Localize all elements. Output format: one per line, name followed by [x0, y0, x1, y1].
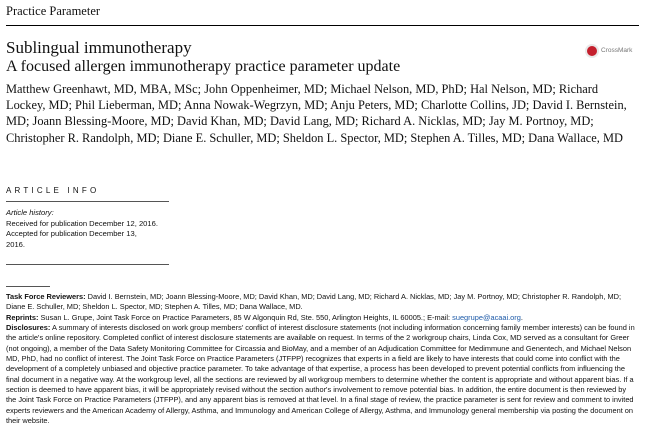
reprints-label: Reprints: [6, 312, 39, 322]
crossmark-badge[interactable] [585, 43, 637, 61]
reviewers-note [6, 292, 636, 313]
reviewers-label: Task Force Reviewers: [6, 292, 86, 301]
footnote-rule [6, 286, 50, 287]
reviewers-text: David I. Bernstein, MD; Joann Blessing-Moore, MD; David Khan, MD; David Lang, MD; Richard A. Nicklas, MD; Jay M. Portnoy, MD; Christopher R. Randolph, MD; Diane E. Schuller, MD; Sheldon L. Spector, MD; Stephen A. Tilles, MD; Dana Wallace, MD. [6, 292, 622, 312]
disclosures-note [6, 323, 636, 426]
accepted-date-line2: 2016. [6, 239, 26, 249]
reprints-email-link[interactable]: suegrupe@acaai.org [452, 312, 521, 322]
article-title: Sublingual immunotherapy [6, 38, 192, 57]
crossmark-icon [585, 44, 599, 58]
footnotes [6, 292, 636, 426]
article-info-rule-top [6, 201, 169, 202]
crossmark-label: CrossMark [601, 47, 633, 54]
accepted-date-line1: Accepted for publication December 13, [6, 229, 137, 238]
article-subtitle: A focused allergen immunotherapy practice parameter update [6, 58, 401, 75]
disclosures-label: Disclosures: [6, 323, 51, 333]
article-history [6, 208, 176, 250]
article-info-rule-bottom [6, 264, 169, 265]
author-list: Matthew Greenhawt, MD, MBA, MSc; John Oppenheimer, MD; Michael Nelson, MD, PhD; Hal Nelson, MD; Richard Lockey, MD; Phil Lieberman, MD; Anna Nowak-Wegrzyn, MD; Anju Peters, MD; Charlotte Collins, JD; David I. Bernstein, MD; Joann Blessing-Moore, MD; David Khan, MD; David Lang, MD; Richard A. Nicklas, MD; Jay M. Portnoy, MD; Christopher R. Randolph, MD; Diane E. Schuller, MD; Sheldon L. Spector, MD; Stephen A. Tilles, MD; Dana Wallace, MD [6, 82, 627, 145]
reprints-text: Susan L. Grupe, Joint Task Force on Practice Parameters, 85 W Algonquin Rd, Ste. 550, Arlington Heights, IL 60005.; E-mail: [38, 312, 453, 322]
disclosures-text: A summary of interests disclosed on work group members' conflict of interest disclosure statements (not including information concerning family member interests) can be found in the article's online repository. Completed conflict of interest disclosure statements are available on request. In terms of the 2 workgroup chairs, Linda Cox, MD served as a consultant for Greer (not ongoing), a member of the Data Safety Monitoring Committee for Circassia and BioMay, and a member of an Adjudication Committee for Medimmune and Genentech, and Michael Nelson MD, PhD, had no conflict of interest. The Joint Task Force on Practice Parameters (JTFPP) recognizes that experts in a field are likely to have interests that could come into conflict with the development of a completely unbiased and objective practice parameter. To take advantage of that expertise, a process has been developed to prevent potential conflicts from influencing the final document in a negative way. At the workgroup level, all the sections are reviewed by all workgroup members to determine whether the content is appropriate and without apparent bias. If a section is deemed to have apparent bias, it will be appropriately revised without the section author's involvement to remove potential bias. In addition, the entire document is then reviewed by the Joint Task Force on Practice Parameters (JTFPP), and any apparent bias is removed at that level. In a final stage of review, the practice parameter is sent for review and comment to invited experts reviewers and the American Academy of Allergy, Asthma, and Immunology and American College of Allergy, Asthma, and Immunology general membership via posting the document on their website. [6, 323, 635, 426]
reprints-end: . [520, 312, 523, 322]
history-title: Article history: [6, 208, 54, 217]
header-rule [6, 25, 639, 26]
received-date: Received for publication December 12, 2016. [6, 218, 158, 228]
section-label: Practice Parameter [6, 4, 101, 18]
reprints-note [6, 313, 636, 323]
article-info-heading: ARTICLE INFO [6, 186, 100, 195]
